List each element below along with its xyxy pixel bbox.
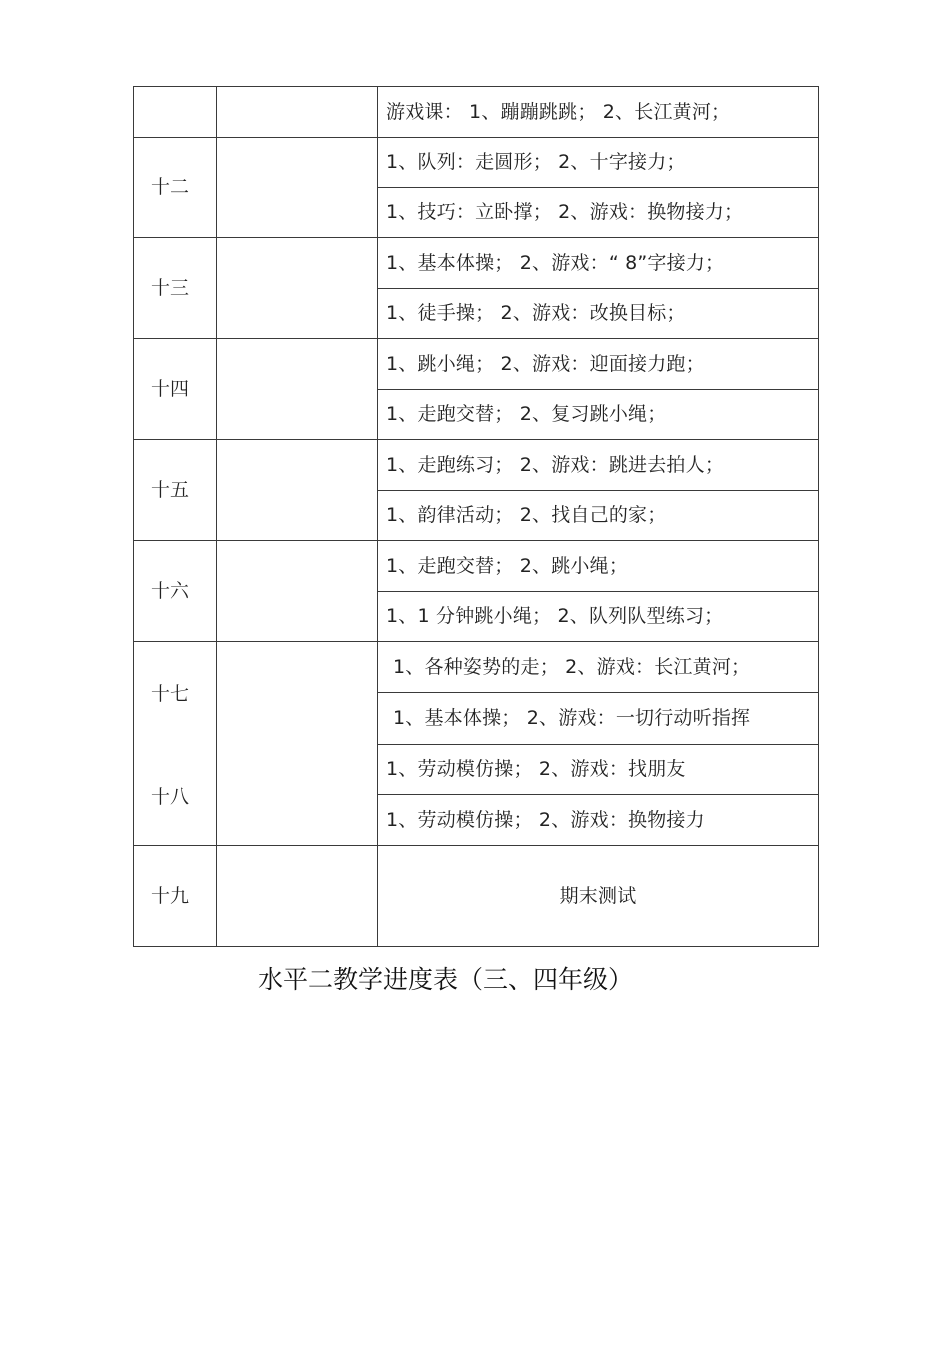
blank-cell: [217, 541, 378, 642]
blank-cell: [217, 138, 378, 238]
table-row: [134, 238, 819, 289]
content-cell: 1、各种姿势的走； 2、游戏：长江黄河；: [378, 642, 819, 693]
content-cell: 1、走跑交替； 2、跳小绳；: [378, 541, 819, 592]
blank-cell: [217, 440, 378, 541]
week-cell: 十九: [134, 846, 217, 947]
week-cell: [134, 87, 217, 138]
schedule-table: [133, 86, 819, 947]
table-row: [134, 541, 819, 592]
blank-cell: [217, 238, 378, 339]
table-row: [134, 846, 819, 947]
week-cell: 十六: [134, 541, 217, 642]
content-cell: 1、劳动模仿操； 2、游戏：找朋友: [378, 745, 819, 795]
blank-cell: [217, 642, 378, 846]
table-row: [134, 138, 819, 188]
content-cell: 1、基本体操； 2、游戏：“ 8”字接力；: [378, 238, 819, 289]
content-cell: 1、走跑交替； 2、复习跳小绳；: [378, 390, 819, 440]
content-cell: 1、队列：走圆形； 2、十字接力；: [378, 138, 819, 188]
table-caption: 水平二教学进度表（三、四年级）: [258, 965, 634, 994]
content-cell: 1、走跑练习； 2、游戏：跳进去拍人；: [378, 440, 819, 491]
week-cell: 十三: [134, 238, 217, 339]
week-cell: [134, 642, 217, 846]
table-row: [134, 87, 819, 138]
content-cell: 1、技巧：立卧撑； 2、游戏：换物接力；: [378, 188, 819, 238]
table-row: [134, 339, 819, 390]
week-cell: 十五: [134, 440, 217, 541]
table-row: [134, 440, 819, 491]
week-cell: 十四: [134, 339, 217, 440]
content-cell: 1、徒手操； 2、游戏：改换目标；: [378, 289, 819, 339]
content-cell: 1、韵律活动； 2、找自己的家；: [378, 491, 819, 541]
blank-cell: [217, 846, 378, 947]
week-cell: 十二: [134, 138, 217, 238]
content-cell: 1、基本体操； 2、游戏：一切行动听指挥: [378, 693, 819, 745]
week-label: 十八: [151, 786, 190, 808]
blank-cell: [217, 339, 378, 440]
content-cell: 1、1 分钟跳小绳； 2、队列队型练习；: [378, 592, 819, 642]
table-row: [134, 642, 819, 693]
content-cell: 游戏课： 1、蹦蹦跳跳； 2、长江黄河；: [378, 87, 819, 138]
content-cell: 期末测试: [378, 846, 819, 947]
content-cell: 1、劳动模仿操； 2、游戏：换物接力: [378, 795, 819, 846]
content-cell: 1、跳小绳； 2、游戏：迎面接力跑；: [378, 339, 819, 390]
blank-cell: [217, 87, 378, 138]
week-label: 十七: [151, 683, 190, 705]
